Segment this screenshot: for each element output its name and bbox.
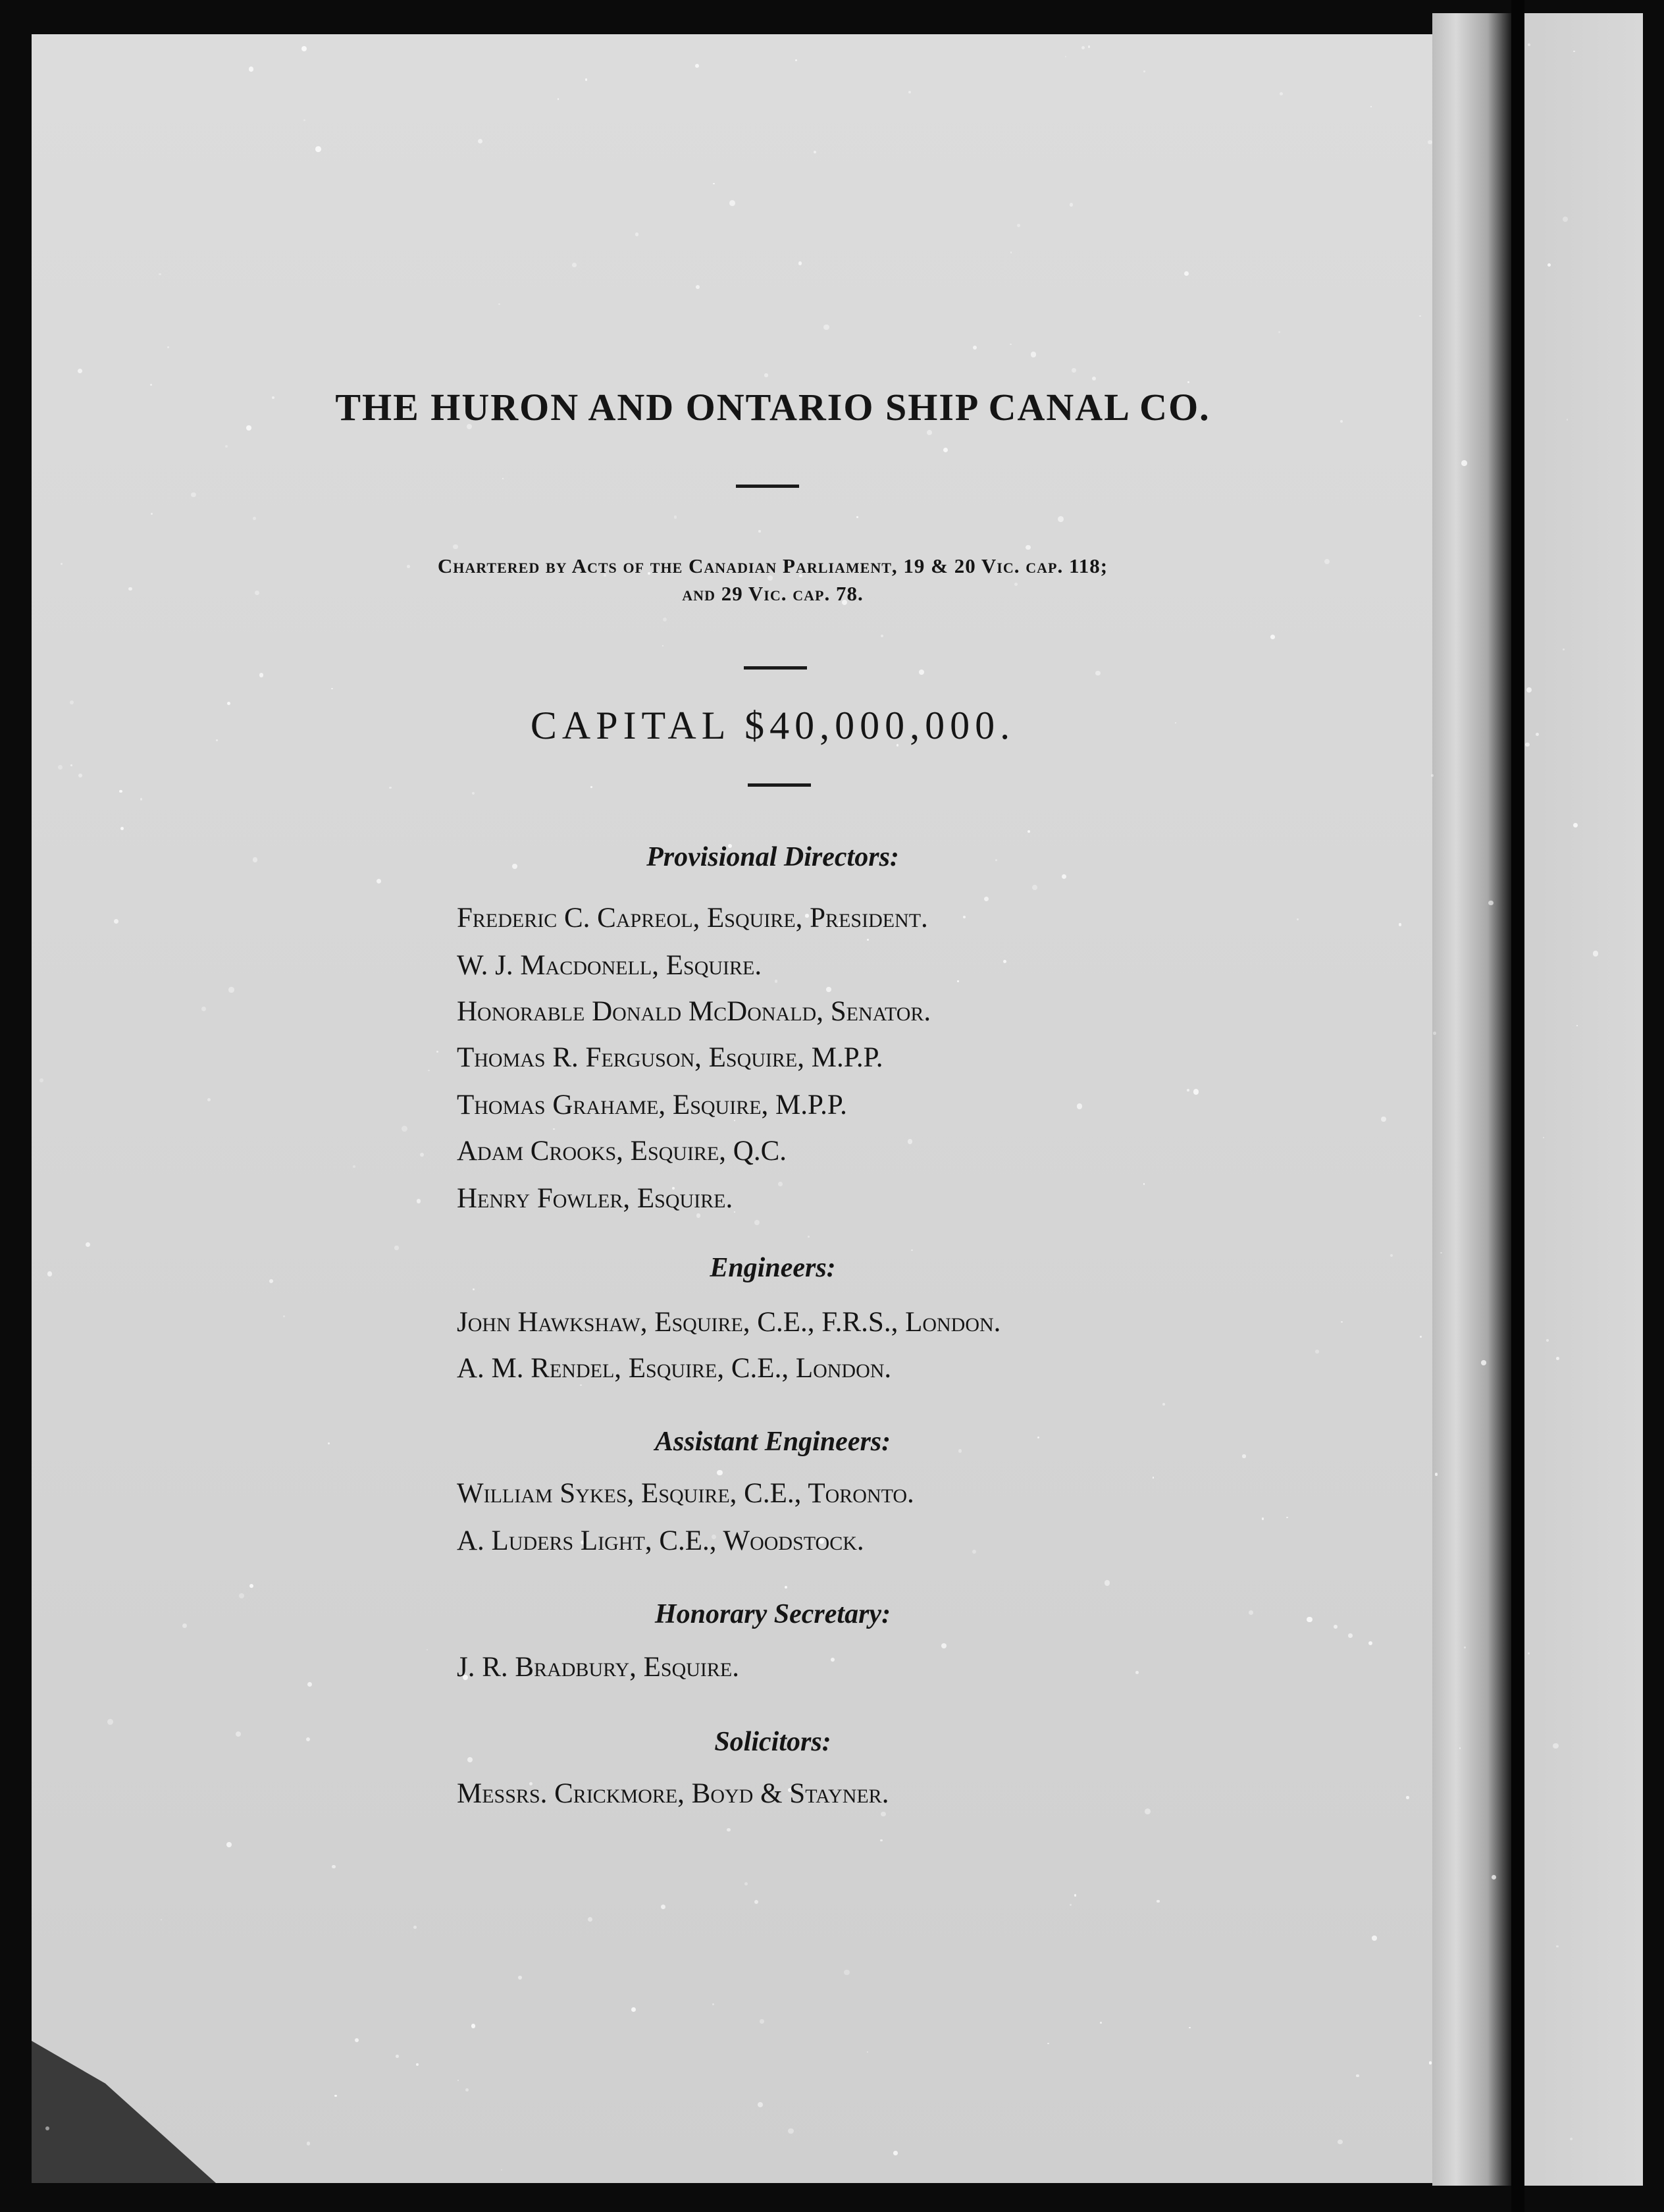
director-entry: Frederic C. Capreol, Esquire, President. bbox=[457, 903, 928, 934]
charter-line-2: and 29 Vic. cap. 78. bbox=[682, 582, 864, 605]
director-entry: Henry Fowler, Esquire. bbox=[457, 1183, 733, 1214]
charter-line-1: Chartered by Acts of the Canadian Parliament, 19 & 20 Vic. cap. 118; bbox=[437, 554, 1108, 577]
director-entry: Thomas Grahame, Esquire, M.P.P. bbox=[457, 1090, 847, 1120]
divider-rule bbox=[736, 485, 799, 488]
assistant-engineers-heading: Assistant Engineers: bbox=[654, 1427, 891, 1457]
engineer-entry: John Hawkshaw, Esquire, C.E., F.R.S., London. bbox=[457, 1307, 1001, 1338]
divider-rule bbox=[744, 666, 807, 670]
directors-heading: Provisional Directors: bbox=[646, 842, 899, 872]
secretary-entry: J. R. Bradbury, Esquire. bbox=[457, 1652, 739, 1683]
engineers-heading: Engineers: bbox=[710, 1253, 836, 1283]
director-entry: W. J. Macdonell, Esquire. bbox=[457, 950, 762, 981]
assistant-engineer-entry: A. Luders Light, C.E., Woodstock. bbox=[457, 1525, 864, 1556]
director-entry: Honorable Donald McDonald, Senator. bbox=[457, 996, 931, 1027]
director-entry: Adam Crooks, Esquire, Q.C. bbox=[457, 1136, 787, 1167]
solicitors-entry: Messrs. Crickmore, Boyd & Stayner. bbox=[457, 1778, 889, 1809]
director-entry: Thomas R. Ferguson, Esquire, M.P.P. bbox=[457, 1042, 883, 1073]
assistant-engineer-entry: William Sykes, Esquire, C.E., Toronto. bbox=[457, 1478, 914, 1509]
engineer-entry: A. M. Rendel, Esquire, C.E., London. bbox=[457, 1353, 892, 1384]
company-title: THE HURON AND ONTARIO SHIP CANAL CO. bbox=[335, 386, 1210, 429]
capital-amount: CAPITAL $40,000,000. bbox=[530, 704, 1016, 747]
secretary-heading: Honorary Secretary: bbox=[654, 1599, 891, 1629]
divider-rule bbox=[748, 783, 811, 787]
solicitors-heading: Solicitors: bbox=[714, 1727, 831, 1757]
